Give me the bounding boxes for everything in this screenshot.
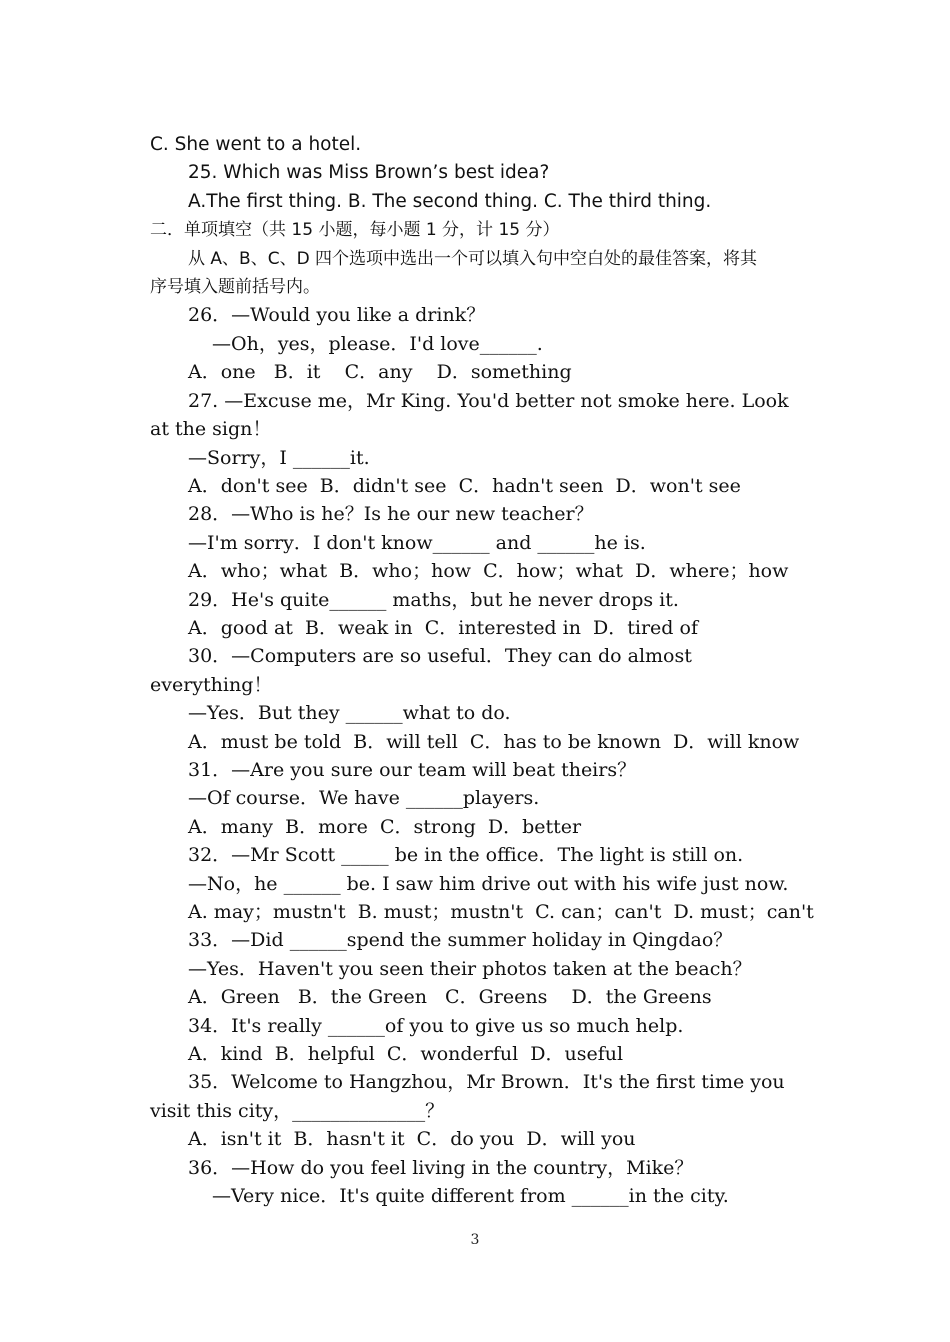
question-35-cont: visit this city，______________？ [150, 1100, 445, 1122]
question-25-options: A.The first thing. B. The second thing. C. The third thing. [188, 191, 712, 212]
question-33: 33．—Did ______spend the summer holiday in Qingdao？ [188, 929, 733, 951]
question-31-options: A．many B．more C．strong D．better [188, 816, 582, 838]
section-instructions: 从 A、B、C、D 四个选项中选出一个可以填入句中空白处的最佳答案，将其 [188, 249, 758, 269]
question-30-reply: —Yes．But they ______what to do. [188, 702, 511, 724]
question-28-options: A．who；what B．who；how C．how；what D．where；how [188, 560, 789, 582]
question-27: 27. —Excuse me，Mr King. You'd better not smoke here. Look [188, 390, 789, 412]
question-34: 34．It's really ______of you to give us so much help. [188, 1015, 684, 1037]
question-32-options: A. may；mustn't B. must；mustn't C. can；can't D. must；can't [188, 901, 814, 923]
question-33-options: A．Green B．the Green C．Greens D．the Greens [188, 986, 712, 1008]
question-26: 26．—Would you like a drink？ [188, 304, 486, 326]
question-29: 29．He's quite______ maths，but he never drops it. [188, 589, 679, 611]
question-36-reply: —Very nice．It's quite different from ______in the city. [212, 1185, 729, 1207]
section-instructions-cont: 序号填入题前括号内。 [150, 277, 320, 297]
question-26-reply: —Oh，yes，please．I'd love______. [212, 333, 543, 355]
question-29-options: A．good at B．weak in C．interested in D．tired of [188, 617, 698, 639]
question-28: 28．—Who is he？Is he our new teacher？ [188, 503, 594, 525]
question-27-reply: —Sorry，I ______it. [188, 447, 370, 469]
question-35: 35．Welcome to Hangzhou，Mr Brown．It's the first time you [188, 1071, 785, 1093]
question-30: 30．—Computers are so useful．They can do almost [188, 645, 692, 667]
section-heading: 二．单项填空（共 15 小题，每小题 1 分，计 15 分） [150, 220, 560, 240]
question-30-cont: everything！ [150, 674, 273, 696]
question-27-cont: at the sign！ [150, 418, 272, 440]
question-34-options: A．kind B．helpful C．wonderful D．useful [188, 1043, 624, 1065]
question-32-reply: —No，he ______ be. I saw him drive out with his wife just now. [188, 873, 789, 895]
question-25: 25. Which was Miss Brown’s best idea? [188, 162, 550, 183]
question-36: 36．—How do you feel living in the country，Mike？ [188, 1157, 694, 1179]
question-31: 31．—Are you sure our team will beat theirs？ [188, 759, 637, 781]
question-28-reply: —I'm sorry．I don't know______ and ______he is. [188, 532, 646, 554]
question-31-reply: —Of course．We have ______players. [188, 787, 540, 809]
question-33-reply: —Yes．Haven't you seen their photos taken at the beach？ [188, 958, 752, 980]
question-30-options: A．must be told B．will tell C．has to be known D．will know [188, 731, 800, 753]
question-26-options: A．one B．it C．any D．something [188, 361, 572, 383]
question-35-options: A．isn't it B．hasn't it C．do you D．will you [188, 1128, 636, 1150]
question-32: 32．—Mr Scott _____ be in the office．The light is still on. [188, 844, 744, 866]
question-27-options: A．don't see B．didn't see C．hadn't seen D．won't see [188, 475, 741, 497]
answer-option: C. She went to a hotel. [150, 134, 362, 155]
page-number: 3 [470, 1232, 480, 1248]
